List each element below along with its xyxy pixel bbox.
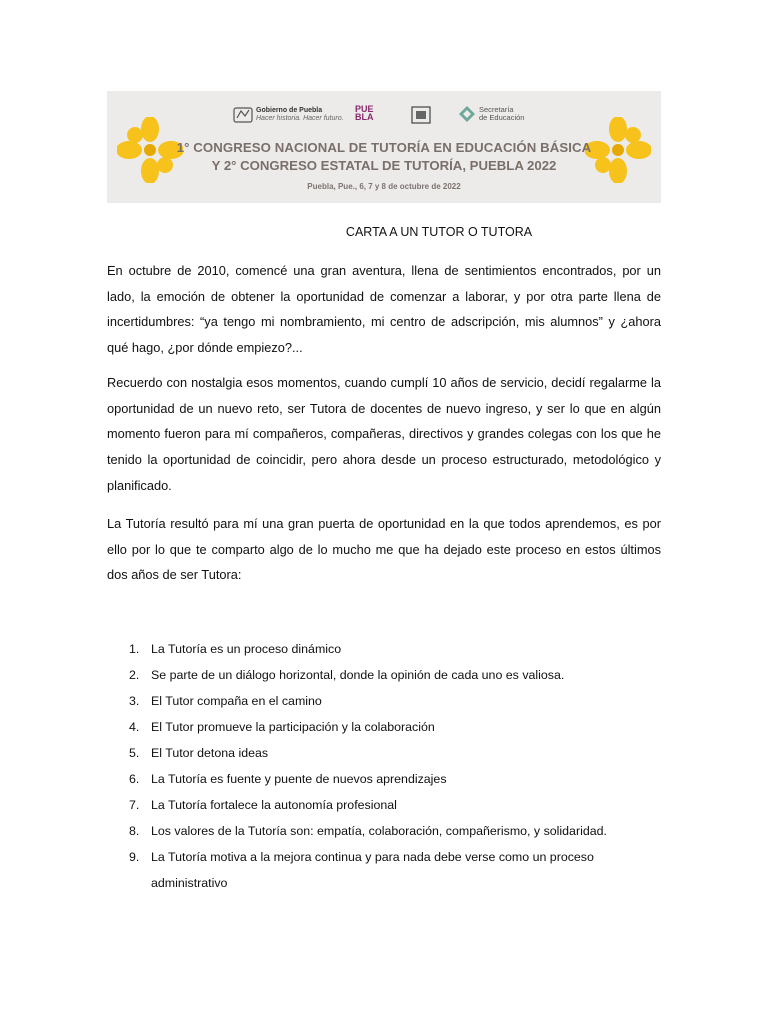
list-item <box>107 792 667 818</box>
gobierno-puebla-emblem-icon <box>233 105 253 125</box>
list-item-text: La Tutoría fortalece la autonomía profesional <box>151 798 397 812</box>
congress-title-line2: Y 2° CONGRESO ESTATAL DE TUTORÍA, PUEBLA 2022 <box>211 158 557 173</box>
list-item-number: 5. <box>129 746 140 760</box>
shield-emblem-icon <box>410 105 432 125</box>
list-item-number: 4. <box>129 720 140 734</box>
list-item-number: 2. <box>129 668 140 682</box>
list-item-number: 1. <box>129 642 140 656</box>
list-item-text: La Tutoría motiva a la mejora continua y para nada debe verse como un proceso administrativo <box>151 850 594 890</box>
gobierno-puebla-title: Gobierno de Puebla <box>256 107 323 114</box>
list-item <box>107 818 667 844</box>
tutoria-points-list <box>107 636 667 896</box>
document-title: CARTA A UN TUTOR O TUTORA <box>345 225 533 239</box>
secretaria-line2: de Educación <box>479 113 525 122</box>
list-item-number: 6. <box>129 772 140 786</box>
list-item-text: El Tutor promueve la participación y la colaboración <box>151 720 435 734</box>
list-item <box>107 714 667 740</box>
congress-banner <box>107 91 661 203</box>
list-item-number: 7. <box>129 798 140 812</box>
list-item-number: 9. <box>129 850 140 864</box>
list-item-number: 3. <box>129 694 140 708</box>
puebla-mark-top: PUE <box>355 104 374 114</box>
sponsor-logos <box>107 105 661 127</box>
list-item-number: 8. <box>129 824 140 838</box>
secretaria-emblem-icon <box>458 105 476 123</box>
list-item <box>107 662 667 688</box>
list-item <box>107 636 667 662</box>
congress-title-line1: 1° CONGRESO NACIONAL DE TUTORÍA EN EDUCACIÓN BÁSICA <box>176 140 592 155</box>
list-item-text: La Tutoría es fuente y puente de nuevos aprendizajes <box>151 772 447 786</box>
education-shield-logo <box>410 105 432 125</box>
list-item <box>107 766 667 792</box>
list-item <box>107 844 667 896</box>
gobierno-puebla-logo <box>233 105 344 125</box>
puebla-brand-logo <box>355 105 374 121</box>
list-item <box>107 740 667 766</box>
list-item-text: El Tutor detona ideas <box>151 746 269 760</box>
secretaria-line1: Secretaría <box>479 105 514 114</box>
list-item <box>107 688 667 714</box>
congress-date: Puebla, Pue., 6, 7 y 8 de octubre de 2022 <box>307 182 461 191</box>
puebla-mark-bottom: BLA <box>355 112 374 122</box>
secretaria-educacion-logo <box>458 105 524 123</box>
document-title-row <box>0 223 768 241</box>
list-item-text: Los valores de la Tutoría son: empatía, colaboración, compañerismo, y solidaridad. <box>151 824 607 838</box>
list-item-text: La Tutoría es un proceso dinámico <box>151 642 342 656</box>
list-item-text: Se parte de un diálogo horizontal, donde la opinión de cada uno es valiosa. <box>151 668 565 682</box>
paragraph-3: La Tutoría resultó para mí una gran puerta de oportunidad en la que todos aprendemos, es por ello por lo que te comparto algo de lo mucho me que ha dejado este proceso en estos últimos dos años de ser Tutora: <box>107 516 661 583</box>
gobierno-puebla-slogan: Hacer historia. Hacer futuro. <box>256 115 344 122</box>
list-item-text: El Tutor compaña en el camino <box>151 694 322 708</box>
paragraph-2: Recuerdo con nostalgia esos momentos, cuando cumplí 10 años de servicio, decidí regalarme la oportunidad de un nuevo reto, ser Tutora de docentes de nuevo ingreso, y ser lo que en algún momento fueron para mí compañeros, compañeras, directivos y grandes colegas con los que he tenido la oportunidad de coincidir, pero ahora desde un proceso estructurado, metodológico y planificado. <box>107 375 661 493</box>
paragraph-1: En octubre de 2010, comencé una gran aventura, llena de sentimientos encontrados, por un lado, la emoción de obtener la oportunidad de comenzar a laborar, y por otra parte llena de incertidumbres: “ya tengo mi nombramiento, mi centro de adscripción, mis alumnos” y ¿ahora qué hago, ¿por dónde empiezo?... <box>107 263 661 356</box>
